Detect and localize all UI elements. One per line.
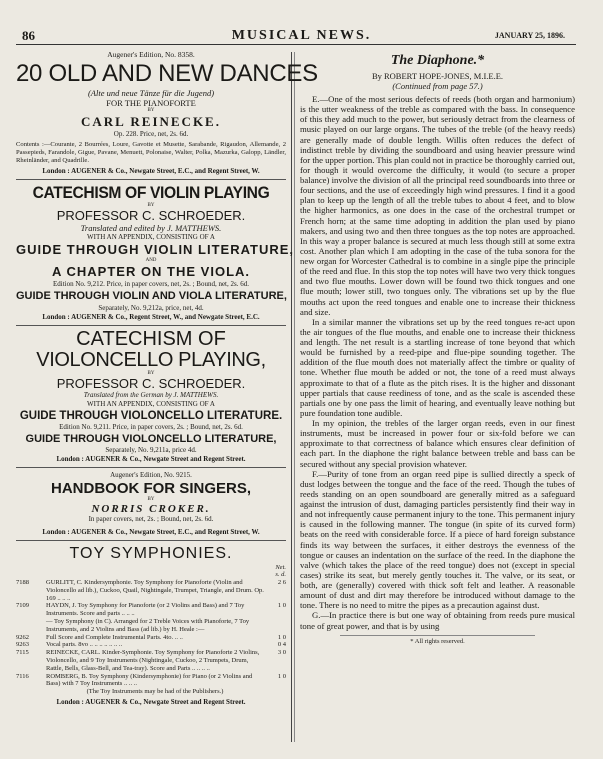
catalogue-item [16, 673, 286, 689]
catalogue-number: 9262 [16, 633, 29, 641]
column-divider-inner [294, 52, 295, 742]
article-author: By ROBERT HOPE-JONES, M.I.E.E. [371, 71, 504, 81]
ad-price-separate: Separately, No. 9,212a, price, net, 4d. [98, 304, 204, 312]
ad-price: Edition No. 9,212. Price, in paper covers, net, 2s. ; Bound, net, 2s. 6d. [53, 280, 249, 288]
ad-title: TOY SYMPHONIES. [69, 545, 233, 562]
divider [16, 325, 286, 326]
ad-guide-separate: GUIDE THROUGH VIOLONCELLO LITERATURE, [25, 433, 277, 445]
catalogue-text: REINECKE, CARL. Kinder-Symphonie. Toy Symphony for Pianoforte 2 Violins, Violoncello, and 9 Toy Instruments (Nightingale, Cuckoo, 2 Trumpets, Drum, Rattle, Bells, Glass-Bell, and Tea-tray). Score and Parts .. .. .. .. [46, 649, 260, 672]
ad-chapter: A CHAPTER ON THE VIOLA. [51, 264, 251, 279]
ad-address: London : AUGENER & Co., Newgate Street and Regent Street. [56, 697, 246, 706]
ad-author: NORRIS CROKER. [91, 503, 211, 515]
catalogue-price: 2 6 [277, 579, 286, 586]
catalogue-item [16, 688, 286, 696]
catalogue-text: ROMBERG, B. Toy Symphony (Kindersymphonie) for Piano (or 2 Violins and Bass) with 7 Toy Instruments .. .. .. [46, 672, 253, 688]
masthead-title: MUSICAL NEWS. [231, 28, 372, 43]
ad-reinecke-dances [16, 50, 318, 176]
catalogue-item [16, 579, 286, 602]
ad-title: CATECHISM OF VIOLIN PLAYING [32, 183, 270, 202]
ad-composer: CARL REINECKE. [81, 114, 221, 129]
article-paragraph: In a similar manner the vibrations set up by the reed tongues re-act upon the air tongues of the flue mouths, and enable one to increase their thickness and length. The net result is a startling increase of tone beyond that which would be furnished by a reed-pipe and flue-pipe sounding together. The addition of the flue mouth does not materially affect the timbre or quality of tone. Whether flue mouth be added or not, the tone of a reed must always approximate to that of a flute as the pitch rises. It is the higher and dissonant upper partials that cause reediness of tone, and as the scale is ascended these partials one by one pass the limit of hearing, and eventually leave nothing but pure foundation tone audible. [300, 316, 575, 418]
catalogue-price: 0 4 [277, 641, 286, 649]
ad-appendix: WITH AN APPENDIX, CONSISTING OF A [87, 233, 215, 241]
divider [16, 179, 286, 180]
catalogue-item [16, 649, 286, 672]
ad-violin-catechism [16, 183, 295, 322]
advertisement-column [16, 50, 318, 707]
ad-by: BY [147, 371, 155, 376]
ad-title-line1: CATECHISM OF [76, 328, 226, 350]
net-label: Net. [275, 564, 286, 571]
catalogue-number: 7109 [16, 602, 29, 610]
ad-appendix: WITH AN APPENDIX, CONSISTING OF A [87, 400, 215, 408]
ad-address: London : AUGENER & Co., Newgate Street, E.C., and Regent Street, W. [42, 167, 260, 175]
header-rule [16, 44, 576, 45]
catalogue-text: (The Toy Instruments may be had of the Publishers.) [86, 688, 224, 696]
ad-contents: Contents :—Courante, 2 Bourrées, Loure, Gavotte et Musette, Sarabande, Rigaudon, Allemande, 2 Passepieds, Farandole, Gigue, Pavane, Menuett, Polonaise, Walter, Polka, Mazurka, Galopp, Ländler, Rheinländer, and Quadrille. [16, 141, 286, 164]
ad-price: Edition No. 9,211. Price, in paper covers, 2s. ; Bound, net, 2s. 6d. [59, 423, 243, 431]
ad-guide: GUIDE THROUGH VIOLONCELLO LITERATURE. [19, 410, 283, 422]
ad-translated: Translated from the German by J. MATTHEWS. [83, 391, 219, 399]
article-title: The Diaphone.* [390, 53, 485, 68]
price-units: s. d. [275, 571, 286, 578]
catalogue-price: 3 0 [277, 649, 286, 657]
catalogue-price: 1 0 [277, 672, 286, 680]
article-paragraph: G.—In practice there is but one way of obtaining from reeds pure musical tone of great power, and that is by using [300, 610, 575, 631]
issue-date: JANUARY 25, 1896. [494, 31, 565, 40]
ad-price: In paper covers, net, 2s. ; Bound, net, 2s. 6d. [88, 515, 214, 523]
catalogue-item [16, 618, 286, 634]
article-body [300, 94, 575, 631]
ad-guide: GUIDE THROUGH VIOLIN LITERATURE, [16, 242, 295, 257]
ad-by: BY [147, 108, 155, 113]
ad-handbook-singers [16, 471, 286, 537]
catalogue-number: 7188 [16, 579, 29, 586]
ad-address: London : AUGENER & Co., Newgate Street and Regent Street. [56, 455, 246, 463]
article-paragraph: F.—Purity of tone from an organ reed pipe is sullied directly a speck of dust lodges between the tongue and the face of the reed. Though the tubes of reeds standing on an open soundboard are generally mitred as a safeguard against the intrusion of dust, damaging particles persistently find their way in and not infrequently cause permanent injury to the tone. This permanent injury is caused in the following manner. The tongue (in spite of its curved form) beats on the reed with considerable force. If a piece of hard foreign substance finds its way between the surfaces, it either destroys the evenness of the tongue or causes an indentation on the surface of the reed. In the diaphone the valve (which takes the place of the reed tongue) does not (except in special cases) strike its seat, but merely gently touches it. The valve, or its seat, or both, are (generally) covered with thick soft felt and leather. A reasonable amount of dust and dirt may therefore be introduced without damage to the tone. There is no need to mitre the pipes as a precaution against dust. [300, 468, 575, 611]
ad-title-line2: VIOLONCELLO PLAYING, [36, 349, 266, 371]
ad-title: HANDBOOK FOR SINGERS, [50, 480, 251, 497]
ad-opus: Op. 228. Price, net, 2s. 6d. [113, 130, 189, 138]
catalogue-list [16, 579, 286, 696]
catalogue-price: 1 0 [277, 633, 286, 641]
article-column [300, 50, 575, 645]
catalogue-number: 7116 [16, 672, 29, 680]
footnote: * All rights reserved. [410, 637, 465, 645]
page-header [0, 28, 603, 44]
ad-address: London : AUGENER & Co., Newgate Street, E.C., and Regent Street, W. [42, 528, 260, 536]
ad-for: FOR THE PIANOFORTE [106, 98, 196, 108]
catalogue-text: GURLITT, C. Kindersymphonie. Toy Symphony for Pianoforte (Violin and Violoncello ad lib.), Cuckoo, Quail, Nightingale, Trumpet, Triangle, and Drum. Op. 169 .. .. .. [46, 579, 264, 602]
article-paragraph: E.—One of the most serious defects of reeds (both organ and harmonium) is the utter weakness of the treble as compared with the bass. In consequence of this they add much to the power, but seriously detract from the clearness of music played on our large organs. The tubes of the treble (of the heavy reeds) are generally made of double length. Willis often reduces the defect of indistinct treble by dividing the soundboard and using heavier pressure wind for the upper portion. This plan could not in practice be thoroughly carried out, for though it would overcome the difficulty, it would (to secure a proper balance) involve the division of all the principal reed soundboards into three or four sections, and the use of exceedingly high wind pressures. I find it a good plan to keep up the length of all the treble tubes to about 4 feet, and to blow the higher harmonics, as one does in the case of the orchestral trumpet or French horn; at the same time adopting in addition the plan used by piano makers, and using two and then three tongues as the top notes are approached. In this way a proper balance is secured at much less though still at some extra cost. Another plan which I am adopting in the case of the tuba sonora for the new organ for Worcester Cathedral is to combine in a single pipe the principle of the reed and flue. In this stop the top notes will have two very thick tongues and two flue mouths. Lower down will be found two thick tongues and one flue mouth; lower still, two tongues only. The vibrations set up by the flue mouths act upon the reed tongues and enable one to increase their thickness and size. [300, 94, 575, 317]
ad-address: London : AUGENER & Co., Regent Street, W., and Newgate Street, E.C. [42, 313, 260, 321]
ad-edition: Augener's Edition, No. 8358. [107, 50, 195, 59]
catalogue-item [16, 602, 286, 618]
article-continued: (Continued from page 57.) [392, 81, 483, 91]
ad-by: BY [147, 497, 155, 502]
catalogue-text: Vocal parts. 8vo .. .. .. .. .. .. .. [46, 641, 123, 649]
catalogue-text: — Toy Symphony (in C). Arranged for 2 Treble Voices with Pianoforte, 7 Toy Instruments, and 2 Violins and Bass (ad lib.) by H. Heale :— [46, 617, 250, 633]
catalogue-number: 9263 [16, 641, 29, 649]
ad-translated: Translated and edited by J. MATTHEWS. [80, 223, 222, 233]
catalogue-item [16, 641, 286, 649]
column-divider [291, 52, 292, 742]
catalogue-text: HAYDN, J. Toy Symphony for Pianoforte (or 2 Violins and Bass) and 7 Toy Instruments. Score and parts .. .. .. [46, 602, 245, 618]
page-number: 86 [22, 28, 35, 43]
footnote-rule [340, 635, 535, 636]
ad-subtitle: (Alte und neue Tänze für die Jugend) [87, 88, 215, 98]
catalogue-text: Full Score and Complete Instrumental Parts. 4to. .. .. [46, 633, 183, 641]
ad-toy-symphonies [16, 544, 286, 707]
article-paragraph: In my opinion, the trebles of the larger organ reeds, even in our finest instruments, must be increased in power four or six-fold before we can approximate to that correctness of balance which ensures clear definition of each part. In the diaphone the right balance between treble and bass can be secured without any special provision whatever. [300, 418, 575, 469]
ad-guide-separate: GUIDE THROUGH VIOLIN AND VIOLA LITERATURE, [16, 290, 287, 302]
ad-author: PROFESSOR C. SCHROEDER. [56, 376, 246, 391]
ad-title: 20 OLD AND NEW DANCES [16, 60, 318, 87]
ad-author: PROFESSOR C. SCHROEDER. [56, 208, 246, 223]
ad-by: BY [147, 203, 155, 208]
ad-violoncello-catechism [16, 329, 286, 464]
ad-edition: Augener's Edition, No. 9215. [110, 471, 192, 479]
catalogue-number: 7115 [16, 649, 29, 657]
divider [16, 467, 286, 468]
catalogue-item [16, 634, 286, 642]
divider [16, 540, 286, 541]
ad-and: AND [145, 258, 157, 263]
ad-price-separate: Separately, No. 9,211a, price 4d. [105, 446, 197, 454]
catalogue-price: 1 0 [277, 602, 286, 610]
